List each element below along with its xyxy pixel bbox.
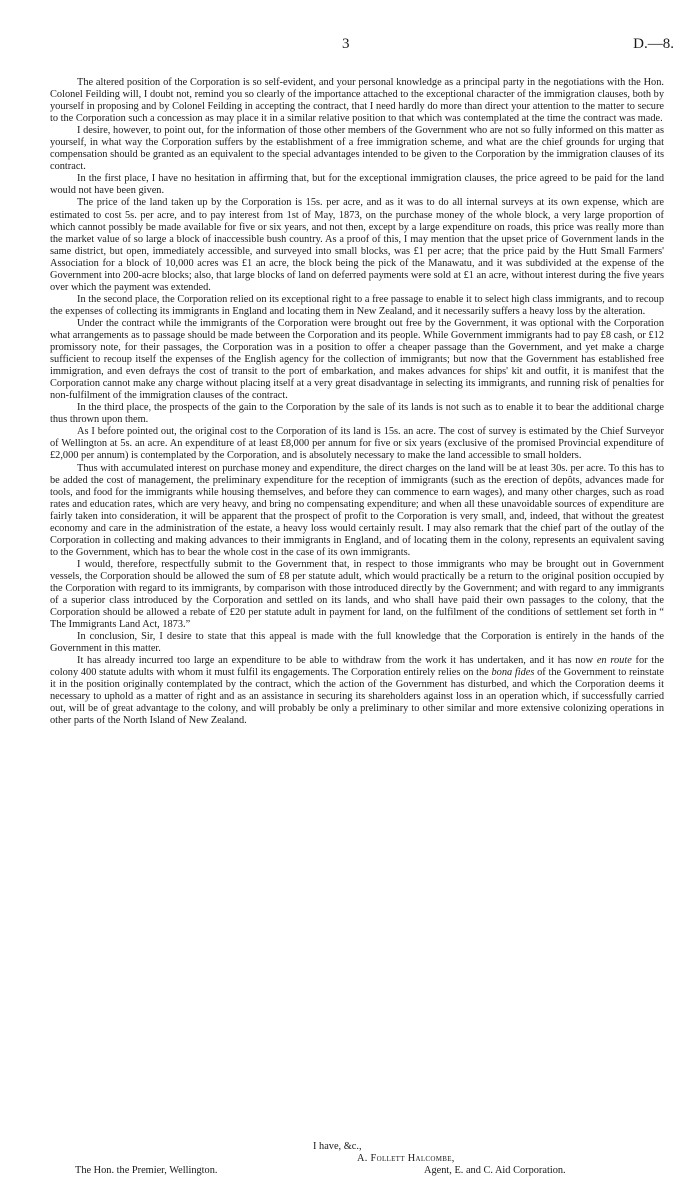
paragraph-text: It has already incurred too large an expenditure to be able to withdraw from the work it has undertaken, and it has now: [77, 655, 597, 667]
paragraph-text: of the Government to reinstate it in the position originally contemplated by the contract, which the action of the Government has disturbed, and which the Corporation deems it necessary to uphold as a matter of right and as an assistance in securing its shareholders against loss in an operation which, if successfully carried out, will be of great advantage to the colony, and will probably be only a preliminary to other similar and more extensive colonizing operations in other parts of the North Island of New Zealand.: [50, 667, 664, 727]
signatory-name: A. Follett Halcombe,: [357, 1153, 455, 1164]
closing-salutation: I have, &c.,: [313, 1141, 362, 1152]
letter-body: [50, 77, 664, 728]
page-header: [0, 36, 700, 56]
italic-phrase: en route: [596, 655, 632, 667]
paragraph: I desire, however, to point out, for the information of those other members of the Government who are not so fully informed on this matter as yourself, in what way the Corporation suffers by the establishment of a free immigration scheme, and what are the chief grounds for urging that compensation should be granted as an equivalent to the special advantages intended to be given to the Corporation by the immigration clauses of its contract.: [50, 125, 664, 173]
paragraph: The altered position of the Corporation is so self-evident, and your personal knowledge as a principal party in the negotiations with the Hon. Colonel Feilding will, I doubt not, remind you so clearly of the importance attached to the exceptional character of the immigration clauses, both by yourself in proposing and by Colonel Feilding in accepting the contract, that I need hardly do more than direct your attention to the matter to secure to the Corporation such a concession as may place it in a similar relative position to that which was contemplated at the time the contract was made.: [50, 77, 664, 125]
paragraph-final: [50, 655, 664, 727]
page-number: 3: [342, 36, 350, 52]
paragraph: In the second place, the Corporation relied on its exceptional right to a free passage to enable it to select high class immigrants, and to recoup the expenses of collecting its immigrants in England and locating them in New Zealand, and it necessarily suffers a heavy loss by the alteration.: [50, 293, 664, 317]
paragraph: As I before pointed out, the original cost to the Corporation of its land is 15s. an acre. The cost of survey is estimated by the Chief Surveyor of Wellington at 5s. an acre. An expenditure of at least £8,000 per annum for five or six years (exclusive of the promised Provincial expenditure of £2,000 per annum) is contemplated by the Corporation, and is absolutely necessary to make the land accessible to small holders.: [50, 426, 664, 462]
addressee: The Hon. the Premier, Wellington.: [75, 1165, 218, 1176]
paragraph: In the first place, I have no hesitation in affirming that, but for the exceptional immigration clauses, the price agreed to be paid for the land would not have been given.: [50, 173, 664, 197]
italic-phrase: bona fides: [491, 667, 535, 679]
paragraph: Under the contract while the immigrants of the Corporation were brought out free by the Government, it was optional with the Corporation what arrangements as to passage should be made between the Corporation and its people. While Government immigrants had to pay £8 cash, or £12 promissory note, for their passages, the Corporation was in a position to offer a cheaper passage than the Government, and yet make a charge sufficient to recoup itself the expenses of the English agency for the collection of immigrants; but now that the Government has established free immigration, and even defrays the cost of transit to the port of embarkation, and makes advances for ships' kit and outfit, it is manifest that the Corporation cannot make any charge without placing itself at a very great disadvantage in selecting its immigrants, and running risk of penalties for non-fulfilment of the immigration clauses of the contract.: [50, 317, 664, 402]
document-reference: D.—8.: [633, 36, 674, 52]
signatory-title: Agent, E. and C. Aid Corporation.: [424, 1165, 566, 1176]
paragraph: I would, therefore, respectfully submit to the Government that, in respect to those immigrants who may be brought out in Government vessels, the Corporation should be allowed the sum of £8 per statute adult, which would practically be a return to the original position occupied by the Corporation with regard to its immigrants, by comparison with those introduced directly by the Government; and with regard to any immigrants of a superior class introduced by the Corporation and settled on its lands, and who shall have paid their own passages to the colony, that the Corporation should be allowed a rebate of £20 per statute adult in payment for land, on the fulfilment of the conditions of settlement set forth in “ The Immigrants Land Act, 1873.”: [50, 558, 664, 631]
paragraph: Thus with accumulated interest on purchase money and expenditure, the direct charges on the land will be at least 30s. per acre. To this has to be added the cost of management, the preliminary expenditure for the reception of immigrants (such as the erection of depôts, advances made for tools, and food for the immigrants while housing themselves, and before they can commence to earn wages), and many other charges, such as road rates and education rates, which are very heavy, and bring no compensating expenditure; and when all these unavoidable sources of expenditure are fairly taken into consideration, it will be apparent that the prospect of profit to the Corporation is very small, and, indeed, that without the greatest economy and care in the administration of the estate, a heavy loss would certainly result. I may also remark that the chief part of the outlay of the Corporation in collecting and making advances to their immigrants in England, and of locating them in the colony, represents an equivalent saving to the Government, which has to bear the whole cost in the case of its own immigrants.: [50, 462, 664, 558]
paragraph: In the third place, the prospects of the gain to the Corporation by the sale of its lands is not such as to enable it to bear the additional charge thus thrown upon them.: [50, 402, 664, 426]
paragraph: In conclusion, Sir, I desire to state that this appeal is made with the full knowledge that the Corporation is entirely in the hands of the Government in this matter.: [50, 631, 664, 655]
paragraph: The price of the land taken up by the Corporation is 15s. per acre, and as it was to do all internal surveys at its own expense, which are estimated to cost 5s. per acre, and to pay interest from 1st of May, 1873, on the purchase money of the whole block, a very large proportion of which cannot possibly be made available for five or six years, and not then, except by a large expenditure on roads, this price was really more than the market value of so large a block of inaccessible bush country. As a proof of this, I may mention that the upset price of Government lands in the same district, but open, immediately accessible, and surveyed into small blocks, was £1 per acre; that the price paid by the Hutt Small Farmers' Association for a block of 10,000 acres was £1 an acre, the block being the pick of the Manawatu, and it was subdivided at the expense of the Government into 200-acre blocks; also, that large blocks of land on deferred payments were sold at £1 an acre, without interest during the five years over which the payment was extended.: [50, 197, 664, 293]
paragraph-text: for the colony 400 statute adults with whom it must fulfil its engagements. The Corporation entirely relies on the: [50, 655, 664, 679]
